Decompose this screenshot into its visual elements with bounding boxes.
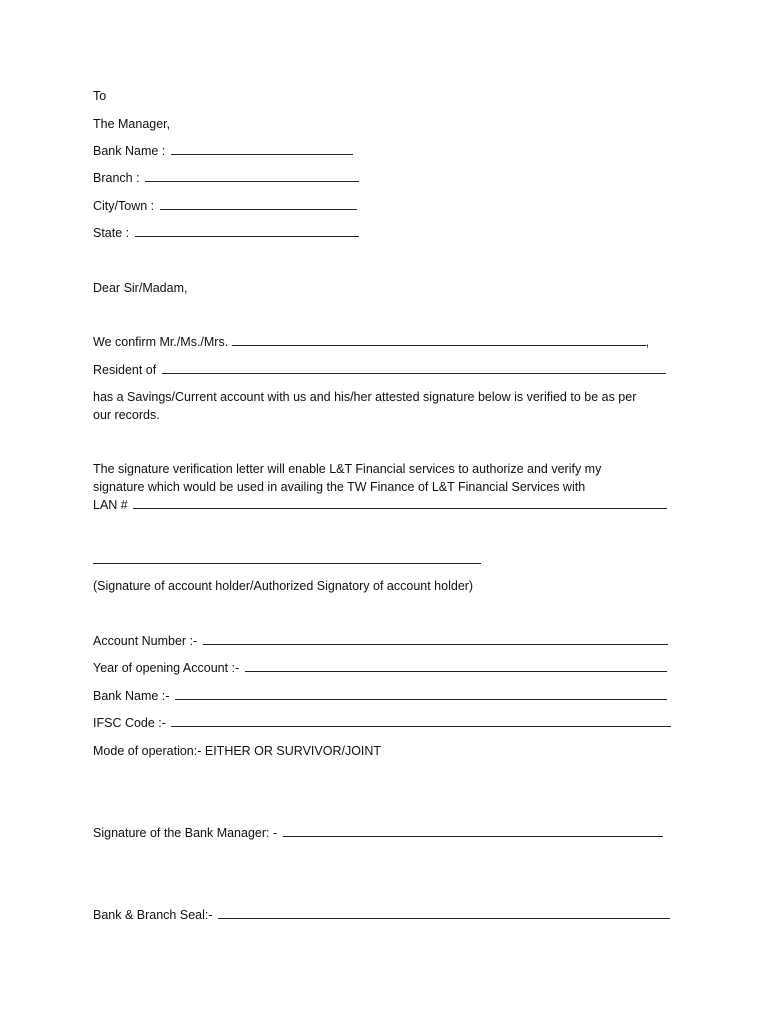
mode-of-operation-row	[93, 742, 381, 760]
account-number-field[interactable]	[203, 632, 668, 645]
addressee-to	[93, 87, 106, 105]
confirm-comma: ,	[645, 335, 650, 349]
bank-name2-field[interactable]	[175, 687, 667, 700]
bank-name2-row	[93, 687, 667, 705]
year-opening-row	[93, 659, 667, 677]
confirm-row	[93, 333, 649, 351]
state-row	[93, 224, 359, 242]
verification-line-2: signature which would be used in availing the TW Finance of L&T Financial Services with	[93, 480, 586, 494]
year-opening-field[interactable]	[245, 659, 667, 672]
bank-name-row	[93, 142, 353, 160]
signature-caption: (Signature of account holder/Authorized Signatory of account holder)	[93, 579, 474, 593]
manager-signature-field[interactable]	[283, 824, 663, 837]
salutation-text: Dear Sir/Madam,	[93, 281, 188, 295]
city-row	[93, 197, 357, 215]
lan-field[interactable]	[133, 496, 667, 509]
manager-text: The Manager,	[93, 117, 171, 131]
resident-label: Resident of	[93, 363, 157, 377]
signature-line-row	[93, 551, 481, 569]
mode-of-operation-text: Mode of operation:- EITHER OR SURVIVOR/JOINT	[93, 744, 382, 758]
seal-field[interactable]	[218, 906, 670, 919]
ifsc-row	[93, 714, 671, 732]
year-opening-label: Year of opening Account :-	[93, 661, 240, 675]
bank-name2-label: Bank Name :-	[93, 689, 170, 703]
city-field[interactable]	[160, 197, 357, 210]
branch-row	[93, 169, 359, 187]
verification-paragraph	[93, 460, 673, 514]
manager-signature-label: Signature of the Bank Manager: -	[93, 826, 278, 840]
ifsc-label: IFSC Code :-	[93, 716, 166, 730]
verification-line-1: The signature verification letter will enable L&T Financial services to authorize and verify my	[93, 462, 602, 476]
bank-name-field[interactable]	[171, 142, 353, 155]
account-number-label: Account Number :-	[93, 634, 198, 648]
resident-field[interactable]	[162, 361, 666, 374]
account-line-1: has a Savings/Current account with us and his/her attested signature below is verified to be as per	[93, 390, 637, 404]
state-label: State :	[93, 226, 130, 240]
account-line-2: our records.	[93, 408, 160, 422]
lan-label: LAN #	[93, 498, 128, 512]
holder-name-field[interactable]	[232, 333, 646, 346]
signature-caption-row	[93, 577, 473, 595]
addressee-manager	[93, 115, 170, 133]
state-field[interactable]	[135, 224, 359, 237]
account-holder-signature-field[interactable]	[93, 551, 481, 564]
branch-label: Branch :	[93, 171, 140, 185]
manager-signature-row	[93, 824, 663, 842]
account-number-row	[93, 632, 668, 650]
salutation	[93, 279, 187, 297]
bank-name-label: Bank Name :	[93, 144, 166, 158]
account-paragraph	[93, 388, 673, 424]
branch-field[interactable]	[145, 169, 359, 182]
resident-row	[93, 361, 666, 379]
confirm-label: We confirm Mr./Ms./Mrs.	[93, 335, 229, 349]
to-text: To	[93, 89, 107, 103]
city-label: City/Town :	[93, 199, 155, 213]
seal-row	[93, 906, 670, 924]
lan-row	[93, 496, 673, 514]
ifsc-field[interactable]	[171, 714, 671, 727]
seal-label: Bank & Branch Seal:-	[93, 908, 213, 922]
